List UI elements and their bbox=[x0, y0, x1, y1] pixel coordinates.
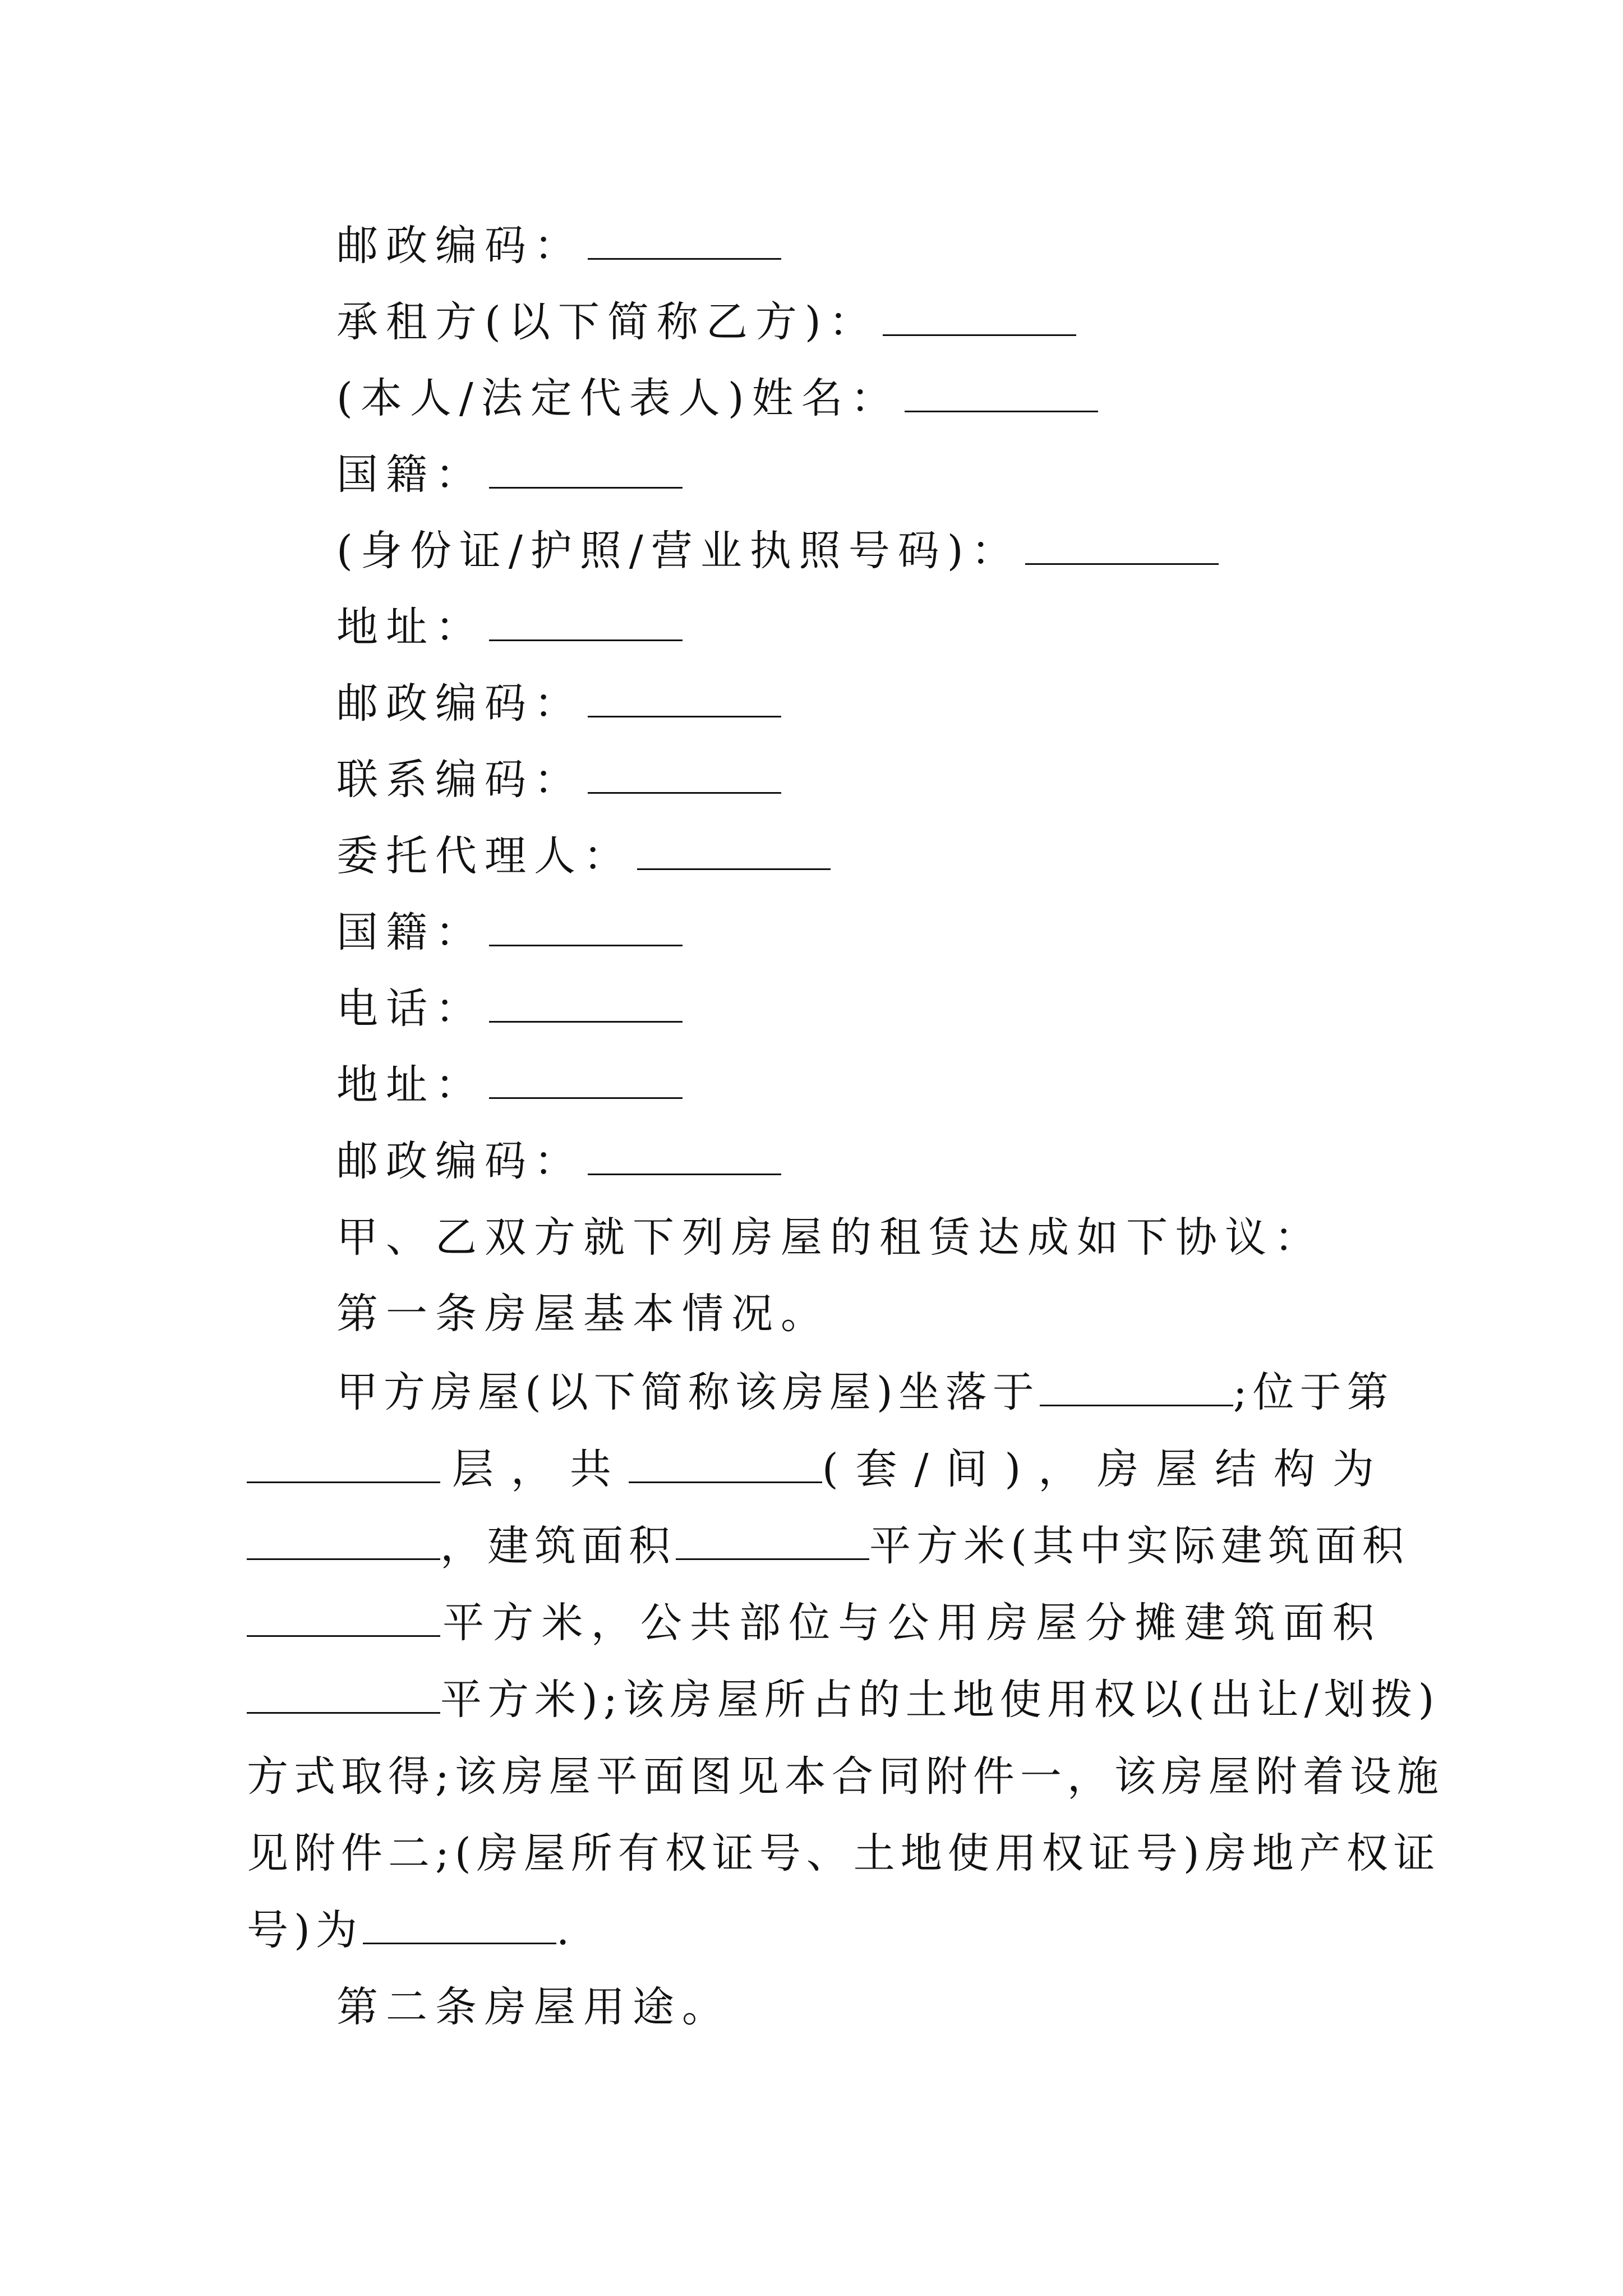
field-phone bbox=[336, 981, 683, 1037]
fill-blank[interactable] bbox=[588, 758, 781, 794]
field-label: 邮政编码： bbox=[336, 1137, 583, 1185]
field-label: 地址： bbox=[336, 603, 485, 651]
fill-blank[interactable] bbox=[905, 377, 1098, 412]
paragraph-line: 层，共 (套/间)，房屋结构为 bbox=[247, 1431, 1380, 1508]
article-1-title: 第一条房屋基本情况。 bbox=[336, 1290, 830, 1338]
agreement-intro: 甲、乙双方就下列房屋的租赁达成如下协议： bbox=[336, 1213, 1324, 1262]
article-2-title: 第二条房屋用途。 bbox=[336, 1983, 731, 2031]
field-lessee bbox=[336, 294, 1076, 350]
field-label: 电话： bbox=[336, 984, 485, 1033]
field-label: 国籍： bbox=[336, 908, 485, 956]
paragraph-line: ，建筑面积 平方米(其中实际建筑面积 bbox=[247, 1508, 1380, 1585]
paragraph-line: 方式取得;该房屋平面图见本合同附件一，该房屋附着设施 bbox=[247, 1752, 1444, 1801]
fill-blank[interactable] bbox=[676, 1525, 869, 1560]
fill-blank[interactable] bbox=[489, 987, 683, 1023]
field-nationality-1 bbox=[336, 447, 683, 503]
fill-blank[interactable] bbox=[588, 1140, 781, 1175]
fill-blank[interactable] bbox=[247, 1678, 440, 1714]
fill-blank[interactable] bbox=[247, 1448, 440, 1483]
field-label: (本人/法定代表人)姓名： bbox=[336, 374, 900, 422]
fill-blank[interactable] bbox=[629, 1448, 822, 1483]
field-contact-code bbox=[336, 752, 781, 808]
fill-blank[interactable] bbox=[247, 1602, 440, 1637]
field-agent bbox=[336, 828, 831, 884]
fill-blank[interactable] bbox=[247, 1525, 440, 1560]
paragraph-line: 平方米);该房屋所占的土地使用权以(出让/划拨) bbox=[247, 1662, 1380, 1738]
field-label: (身份证/护照/营业执照号码)： bbox=[336, 527, 1021, 575]
field-label: 邮政编码： bbox=[336, 222, 583, 270]
field-label: 承租方(以下简称乙方)： bbox=[336, 298, 878, 346]
fill-blank[interactable] bbox=[1025, 530, 1219, 565]
fill-blank[interactable] bbox=[637, 835, 831, 870]
field-nationality-2 bbox=[336, 904, 683, 960]
field-postcode-3 bbox=[336, 1133, 781, 1189]
fill-blank[interactable] bbox=[489, 606, 683, 641]
fill-blank[interactable] bbox=[588, 224, 781, 260]
field-label: 国籍： bbox=[336, 450, 485, 499]
article-1-body bbox=[247, 1354, 1444, 1969]
field-label: 联系编码： bbox=[336, 756, 583, 804]
fill-blank[interactable] bbox=[489, 1064, 683, 1099]
fill-blank[interactable] bbox=[1040, 1371, 1233, 1406]
field-address-2 bbox=[336, 1057, 683, 1113]
field-postcode-2 bbox=[336, 675, 781, 731]
paragraph-line: 平方米，公共部位与公用房屋分摊建筑面积 bbox=[247, 1585, 1380, 1662]
field-name bbox=[336, 370, 1098, 426]
field-postcode-1 bbox=[336, 218, 781, 274]
field-label: 邮政编码： bbox=[336, 679, 583, 728]
fill-blank[interactable] bbox=[489, 911, 683, 946]
fill-blank[interactable] bbox=[588, 682, 781, 717]
paragraph-line: 甲方房屋(以下简称该房屋)坐落于 ;位于第 bbox=[336, 1368, 1394, 1416]
field-id-number bbox=[336, 523, 1219, 579]
field-address-1 bbox=[336, 599, 683, 655]
fill-blank[interactable] bbox=[489, 453, 683, 489]
field-label: 委托代理人： bbox=[336, 832, 633, 880]
fill-blank[interactable] bbox=[883, 301, 1076, 336]
field-label: 地址： bbox=[336, 1061, 485, 1109]
paragraph-line: 号)为 . bbox=[247, 1906, 575, 1954]
paragraph-line: 见附件二;(房屋所有权证号、土地使用权证号)房地产权证 bbox=[247, 1829, 1441, 1878]
fill-blank[interactable] bbox=[363, 1909, 556, 1944]
